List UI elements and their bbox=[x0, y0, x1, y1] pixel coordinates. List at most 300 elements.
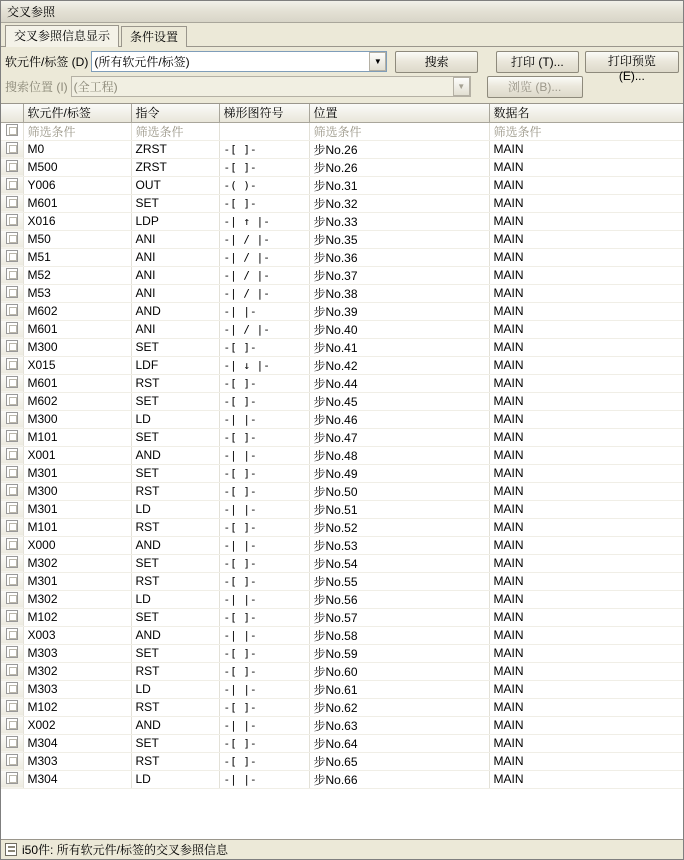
cell-device: M602 bbox=[23, 392, 131, 410]
checkbox-icon[interactable] bbox=[6, 376, 18, 388]
cell-position: 步No.48 bbox=[309, 446, 489, 464]
cell-device: M302 bbox=[23, 590, 131, 608]
cell-data-name: MAIN bbox=[489, 248, 683, 266]
cell-device: X001 bbox=[23, 446, 131, 464]
cell-position: 步No.51 bbox=[309, 500, 489, 518]
cell-device: M601 bbox=[23, 374, 131, 392]
row-select-cell[interactable] bbox=[1, 266, 23, 284]
cell-instruction: ANI bbox=[131, 266, 219, 284]
cell-instruction: SET bbox=[131, 608, 219, 626]
table-row[interactable] bbox=[1, 374, 683, 392]
cell-instruction: LD bbox=[131, 500, 219, 518]
cell-instruction: RST bbox=[131, 572, 219, 590]
cell-instruction: SET bbox=[131, 338, 219, 356]
status-text: i50件: 所有软元件/标签的交叉参照信息 bbox=[22, 843, 229, 857]
cell-data-name: MAIN bbox=[489, 572, 683, 590]
cell-data-name: MAIN bbox=[489, 608, 683, 626]
cell-device: M601 bbox=[23, 320, 131, 338]
table-row[interactable] bbox=[1, 464, 683, 482]
cell-device: M303 bbox=[23, 752, 131, 770]
cell-position: 步No.41 bbox=[309, 338, 489, 356]
cell-device: M500 bbox=[23, 158, 131, 176]
cell-position: 步No.66 bbox=[309, 770, 489, 788]
cell-instruction: AND bbox=[131, 536, 219, 554]
cell-position: 步No.38 bbox=[309, 284, 489, 302]
cell-data-name: MAIN bbox=[489, 266, 683, 284]
cell-data-name: MAIN bbox=[489, 536, 683, 554]
row-select-cell[interactable] bbox=[1, 572, 23, 590]
device-label: 软元件/标签 (D) bbox=[5, 55, 89, 69]
cell-data-name: MAIN bbox=[489, 230, 683, 248]
tab-strip bbox=[1, 23, 683, 47]
window-title: 交叉参照 bbox=[7, 5, 56, 19]
column-header-ladder-symbol[interactable]: 梯形图符号 bbox=[219, 104, 309, 122]
cell-data-name: MAIN bbox=[489, 482, 683, 500]
cell-ladder-symbol: -| / |- bbox=[219, 230, 309, 248]
cell-position: 步No.62 bbox=[309, 698, 489, 716]
cell-ladder-symbol: -[ ]- bbox=[219, 752, 309, 770]
cell-ladder-symbol: -| |- bbox=[219, 446, 309, 464]
checkbox-icon[interactable] bbox=[6, 520, 18, 532]
row-select-cell[interactable] bbox=[1, 356, 23, 374]
filter-position[interactable]: 筛选条件 bbox=[309, 122, 489, 140]
location-combo-wrap[interactable] bbox=[71, 76, 471, 97]
cell-ladder-symbol: -| / |- bbox=[219, 248, 309, 266]
tab-label: 条件设置 bbox=[130, 30, 179, 44]
table-row[interactable] bbox=[1, 446, 683, 464]
cell-instruction: ANI bbox=[131, 230, 219, 248]
cell-position: 步No.33 bbox=[309, 212, 489, 230]
table-row[interactable] bbox=[1, 698, 683, 716]
cell-position: 步No.57 bbox=[309, 608, 489, 626]
checkbox-icon[interactable] bbox=[6, 304, 18, 316]
cell-ladder-symbol: -[ ]- bbox=[219, 392, 309, 410]
cell-ladder-symbol: -| |- bbox=[219, 770, 309, 788]
cell-data-name: MAIN bbox=[489, 590, 683, 608]
location-combo-input[interactable] bbox=[71, 76, 471, 97]
cell-instruction: ANI bbox=[131, 284, 219, 302]
cell-instruction: RST bbox=[131, 482, 219, 500]
checkbox-icon[interactable] bbox=[6, 664, 18, 676]
filter-instruction[interactable]: 筛选条件 bbox=[131, 122, 219, 140]
table-row[interactable] bbox=[1, 284, 683, 302]
table-row[interactable] bbox=[1, 320, 683, 338]
toolbar-row-device bbox=[5, 51, 679, 83]
checkbox-icon[interactable] bbox=[6, 178, 18, 190]
cell-device: M102 bbox=[23, 698, 131, 716]
table-row[interactable] bbox=[1, 158, 683, 176]
row-select-cell[interactable] bbox=[1, 662, 23, 680]
checkbox-icon[interactable] bbox=[6, 610, 18, 622]
cell-position: 步No.45 bbox=[309, 392, 489, 410]
list-icon bbox=[5, 843, 17, 856]
checkbox-icon[interactable] bbox=[6, 754, 18, 766]
cell-ladder-symbol: -[ ]- bbox=[219, 428, 309, 446]
cell-data-name: MAIN bbox=[489, 194, 683, 212]
row-select-cell[interactable] bbox=[1, 302, 23, 320]
cell-ladder-symbol: -| |- bbox=[219, 716, 309, 734]
cell-device: M300 bbox=[23, 482, 131, 500]
cell-position: 步No.64 bbox=[309, 734, 489, 752]
status-bar bbox=[1, 839, 683, 859]
cell-position: 步No.46 bbox=[309, 410, 489, 428]
checkbox-icon[interactable] bbox=[6, 196, 18, 208]
cell-instruction: SET bbox=[131, 194, 219, 212]
browse-button[interactable]: 浏览 (B)... bbox=[487, 76, 583, 98]
column-header-data-name[interactable]: 数据名 bbox=[489, 104, 683, 122]
cell-position: 步No.26 bbox=[309, 158, 489, 176]
checkbox-icon[interactable] bbox=[6, 574, 18, 586]
cell-device: M301 bbox=[23, 464, 131, 482]
table-row[interactable] bbox=[1, 266, 683, 284]
cell-instruction: LDF bbox=[131, 356, 219, 374]
cell-position: 步No.40 bbox=[309, 320, 489, 338]
cell-data-name: MAIN bbox=[489, 338, 683, 356]
table-row[interactable] bbox=[1, 212, 683, 230]
print-preview-button[interactable]: 打印预览 (E)... bbox=[585, 51, 679, 73]
table-row[interactable] bbox=[1, 572, 683, 590]
row-select-cell[interactable] bbox=[1, 248, 23, 266]
table-row[interactable] bbox=[1, 500, 683, 518]
checkbox-icon[interactable] bbox=[6, 772, 18, 784]
cell-device: M601 bbox=[23, 194, 131, 212]
select-all-header[interactable] bbox=[1, 104, 23, 122]
cell-data-name: MAIN bbox=[489, 392, 683, 410]
checkbox-icon[interactable] bbox=[6, 718, 18, 730]
table-row[interactable] bbox=[1, 590, 683, 608]
checkbox-icon[interactable] bbox=[6, 628, 18, 640]
cell-data-name: MAIN bbox=[489, 770, 683, 788]
cell-device: X002 bbox=[23, 716, 131, 734]
cell-ladder-symbol: -| |- bbox=[219, 536, 309, 554]
cell-device: X016 bbox=[23, 212, 131, 230]
cell-instruction: SET bbox=[131, 734, 219, 752]
checkbox-icon[interactable] bbox=[6, 448, 18, 460]
row-select-cell[interactable] bbox=[1, 338, 23, 356]
cell-ladder-symbol: -[ ]- bbox=[219, 194, 309, 212]
row-select-cell[interactable] bbox=[1, 140, 23, 158]
cell-instruction: SET bbox=[131, 644, 219, 662]
cell-ladder-symbol: -[ ]- bbox=[219, 464, 309, 482]
cell-ladder-symbol: -| ↓ |- bbox=[219, 356, 309, 374]
table-row[interactable] bbox=[1, 536, 683, 554]
results-table bbox=[1, 104, 683, 789]
cell-instruction: AND bbox=[131, 716, 219, 734]
cell-position: 步No.37 bbox=[309, 266, 489, 284]
table-row[interactable] bbox=[1, 428, 683, 446]
row-select-cell[interactable] bbox=[1, 716, 23, 734]
cell-ladder-symbol: -[ ]- bbox=[219, 554, 309, 572]
cell-position: 步No.36 bbox=[309, 248, 489, 266]
cell-data-name: MAIN bbox=[489, 464, 683, 482]
cell-ladder-symbol: -[ ]- bbox=[219, 644, 309, 662]
cell-position: 步No.26 bbox=[309, 140, 489, 158]
cell-instruction: SET bbox=[131, 554, 219, 572]
cell-instruction: SET bbox=[131, 428, 219, 446]
cell-device: M102 bbox=[23, 608, 131, 626]
row-select-cell[interactable] bbox=[1, 770, 23, 788]
cell-ladder-symbol: -| / |- bbox=[219, 284, 309, 302]
checkbox-icon[interactable] bbox=[6, 232, 18, 244]
row-select-cell[interactable] bbox=[1, 590, 23, 608]
row-select-cell[interactable] bbox=[1, 680, 23, 698]
row-select-cell[interactable] bbox=[1, 446, 23, 464]
checkbox-icon[interactable] bbox=[6, 736, 18, 748]
cell-data-name: MAIN bbox=[489, 500, 683, 518]
cell-position: 步No.60 bbox=[309, 662, 489, 680]
checkbox-icon[interactable] bbox=[6, 124, 18, 136]
tab-cross-reference-info[interactable] bbox=[5, 25, 119, 47]
row-select-cell[interactable] bbox=[1, 176, 23, 194]
cell-data-name: MAIN bbox=[489, 374, 683, 392]
table-row[interactable] bbox=[1, 734, 683, 752]
checkbox-icon[interactable] bbox=[6, 286, 18, 298]
table-row[interactable] bbox=[1, 770, 683, 788]
cell-position: 步No.56 bbox=[309, 590, 489, 608]
table-row[interactable] bbox=[1, 194, 683, 212]
cell-data-name: MAIN bbox=[489, 302, 683, 320]
cell-ladder-symbol: -[ ]- bbox=[219, 482, 309, 500]
cell-position: 步No.52 bbox=[309, 518, 489, 536]
row-select-cell[interactable] bbox=[1, 626, 23, 644]
cell-device: M304 bbox=[23, 770, 131, 788]
table-row[interactable] bbox=[1, 140, 683, 158]
table-row[interactable] bbox=[1, 518, 683, 536]
cell-data-name: MAIN bbox=[489, 284, 683, 302]
row-select-cell[interactable] bbox=[1, 122, 23, 140]
cell-data-name: MAIN bbox=[489, 644, 683, 662]
cell-instruction: LD bbox=[131, 410, 219, 428]
cell-instruction: AND bbox=[131, 302, 219, 320]
checkbox-icon[interactable] bbox=[6, 502, 18, 514]
checkbox-icon[interactable] bbox=[6, 358, 18, 370]
row-select-cell[interactable] bbox=[1, 158, 23, 176]
cell-data-name: MAIN bbox=[489, 626, 683, 644]
cell-instruction: RST bbox=[131, 518, 219, 536]
tab-condition-settings[interactable] bbox=[121, 26, 187, 47]
cell-ladder-symbol: -| |- bbox=[219, 302, 309, 320]
cell-position: 步No.39 bbox=[309, 302, 489, 320]
row-select-cell[interactable] bbox=[1, 428, 23, 446]
cell-ladder-symbol: -| |- bbox=[219, 410, 309, 428]
row-select-cell[interactable] bbox=[1, 554, 23, 572]
cell-instruction: RST bbox=[131, 662, 219, 680]
checkbox-icon[interactable] bbox=[6, 322, 18, 334]
cell-data-name: MAIN bbox=[489, 752, 683, 770]
checkbox-icon[interactable] bbox=[6, 556, 18, 568]
cell-instruction: RST bbox=[131, 752, 219, 770]
cell-position: 步No.53 bbox=[309, 536, 489, 554]
cell-device: M302 bbox=[23, 554, 131, 572]
toolbar-row-location bbox=[5, 76, 679, 97]
checkbox-icon[interactable] bbox=[6, 466, 18, 478]
checkbox-icon[interactable] bbox=[6, 340, 18, 352]
row-select-cell[interactable] bbox=[1, 608, 23, 626]
row-select-cell[interactable] bbox=[1, 644, 23, 662]
cell-device: M303 bbox=[23, 644, 131, 662]
table-row[interactable] bbox=[1, 176, 683, 194]
cell-instruction: ANI bbox=[131, 248, 219, 266]
table-row[interactable] bbox=[1, 716, 683, 734]
cell-instruction: LD bbox=[131, 590, 219, 608]
cell-ladder-symbol: -[ ]- bbox=[219, 374, 309, 392]
cell-instruction: AND bbox=[131, 626, 219, 644]
cell-ladder-symbol: -| |- bbox=[219, 626, 309, 644]
cell-ladder-symbol: -| |- bbox=[219, 590, 309, 608]
table-header-row bbox=[1, 104, 683, 122]
cell-data-name: MAIN bbox=[489, 680, 683, 698]
checkbox-icon[interactable] bbox=[6, 538, 18, 550]
cell-position: 步No.35 bbox=[309, 230, 489, 248]
checkbox-icon[interactable] bbox=[6, 214, 18, 226]
table-body bbox=[1, 122, 683, 788]
row-select-cell[interactable] bbox=[1, 698, 23, 716]
cell-device: X003 bbox=[23, 626, 131, 644]
filter-row[interactable] bbox=[1, 122, 683, 140]
table-row[interactable] bbox=[1, 482, 683, 500]
cell-data-name: MAIN bbox=[489, 518, 683, 536]
cell-device: M53 bbox=[23, 284, 131, 302]
checkbox-icon[interactable] bbox=[6, 160, 18, 172]
row-select-cell[interactable] bbox=[1, 194, 23, 212]
cell-position: 步No.44 bbox=[309, 374, 489, 392]
cell-ladder-symbol: -[ ]- bbox=[219, 734, 309, 752]
title-bar bbox=[1, 1, 683, 23]
cell-data-name: MAIN bbox=[489, 176, 683, 194]
table-row[interactable] bbox=[1, 410, 683, 428]
checkbox-icon[interactable] bbox=[6, 142, 18, 154]
cell-position: 步No.47 bbox=[309, 428, 489, 446]
row-select-cell[interactable] bbox=[1, 230, 23, 248]
table-row[interactable] bbox=[1, 608, 683, 626]
cell-device: M300 bbox=[23, 410, 131, 428]
cell-device: M101 bbox=[23, 428, 131, 446]
table-row[interactable] bbox=[1, 554, 683, 572]
cell-ladder-symbol: -[ ]- bbox=[219, 518, 309, 536]
filter-data-name[interactable]: 筛选条件 bbox=[489, 122, 683, 140]
row-select-cell[interactable] bbox=[1, 500, 23, 518]
table-row[interactable] bbox=[1, 752, 683, 770]
table-row[interactable] bbox=[1, 356, 683, 374]
checkbox-icon[interactable] bbox=[6, 646, 18, 658]
row-select-cell[interactable] bbox=[1, 518, 23, 536]
checkbox-icon[interactable] bbox=[6, 484, 18, 496]
row-select-cell[interactable] bbox=[1, 284, 23, 302]
cell-ladder-symbol: -[ ]- bbox=[219, 608, 309, 626]
cell-position: 步No.61 bbox=[309, 680, 489, 698]
tab-label: 交叉参照信息显示 bbox=[14, 29, 111, 43]
cell-instruction: LD bbox=[131, 770, 219, 788]
cell-data-name: MAIN bbox=[489, 356, 683, 374]
cell-position: 步No.63 bbox=[309, 716, 489, 734]
cell-instruction: SET bbox=[131, 464, 219, 482]
filter-ladder-symbol[interactable] bbox=[219, 122, 309, 140]
cell-position: 步No.31 bbox=[309, 176, 489, 194]
cell-instruction: SET bbox=[131, 392, 219, 410]
column-header-position[interactable]: 位置 bbox=[309, 104, 489, 122]
cell-data-name: MAIN bbox=[489, 446, 683, 464]
device-combo-input[interactable] bbox=[91, 51, 387, 72]
table-row[interactable] bbox=[1, 338, 683, 356]
cell-device: M101 bbox=[23, 518, 131, 536]
table-row[interactable] bbox=[1, 680, 683, 698]
column-header-instruction[interactable]: 指令 bbox=[131, 104, 219, 122]
cell-instruction: ANI bbox=[131, 320, 219, 338]
cell-ladder-symbol: -[ ]- bbox=[219, 572, 309, 590]
cell-instruction: RST bbox=[131, 374, 219, 392]
cell-device: M602 bbox=[23, 302, 131, 320]
row-select-cell[interactable] bbox=[1, 374, 23, 392]
table-row[interactable] bbox=[1, 248, 683, 266]
table-row[interactable] bbox=[1, 644, 683, 662]
checkbox-icon[interactable] bbox=[6, 682, 18, 694]
cell-instruction: RST bbox=[131, 698, 219, 716]
row-select-cell[interactable] bbox=[1, 392, 23, 410]
cell-device: M301 bbox=[23, 500, 131, 518]
row-select-cell[interactable] bbox=[1, 752, 23, 770]
cell-data-name: MAIN bbox=[489, 320, 683, 338]
table-row[interactable] bbox=[1, 392, 683, 410]
print-button[interactable]: 打印 (T)... bbox=[496, 51, 579, 73]
cell-data-name: MAIN bbox=[489, 140, 683, 158]
cell-device: Y006 bbox=[23, 176, 131, 194]
table-row[interactable] bbox=[1, 662, 683, 680]
checkbox-icon[interactable] bbox=[6, 430, 18, 442]
chevron-down-icon: ▼ bbox=[453, 77, 470, 96]
cell-data-name: MAIN bbox=[489, 428, 683, 446]
cell-instruction: LDP bbox=[131, 212, 219, 230]
cell-device: M300 bbox=[23, 338, 131, 356]
row-select-cell[interactable] bbox=[1, 410, 23, 428]
cell-device: M50 bbox=[23, 230, 131, 248]
cell-data-name: MAIN bbox=[489, 698, 683, 716]
cell-device: M51 bbox=[23, 248, 131, 266]
checkbox-icon[interactable] bbox=[6, 700, 18, 712]
checkbox-icon[interactable] bbox=[6, 412, 18, 424]
checkbox-icon[interactable] bbox=[6, 268, 18, 280]
checkbox-icon[interactable] bbox=[6, 592, 18, 604]
checkbox-icon[interactable] bbox=[6, 394, 18, 406]
cell-device: M304 bbox=[23, 734, 131, 752]
cell-position: 步No.65 bbox=[309, 752, 489, 770]
row-select-cell[interactable] bbox=[1, 482, 23, 500]
table-row[interactable] bbox=[1, 626, 683, 644]
checkbox-icon[interactable] bbox=[6, 250, 18, 262]
row-select-cell[interactable] bbox=[1, 536, 23, 554]
cell-ladder-symbol: -| |- bbox=[219, 500, 309, 518]
column-header-device[interactable]: 软元件/标签 bbox=[23, 104, 131, 122]
cell-ladder-symbol: -| |- bbox=[219, 680, 309, 698]
cell-data-name: MAIN bbox=[489, 662, 683, 680]
row-select-cell[interactable] bbox=[1, 212, 23, 230]
cell-data-name: MAIN bbox=[489, 410, 683, 428]
search-button[interactable]: 搜索 bbox=[395, 51, 478, 73]
table-row[interactable] bbox=[1, 302, 683, 320]
filter-device[interactable]: 筛选条件 bbox=[23, 122, 131, 140]
cell-instruction: AND bbox=[131, 446, 219, 464]
cell-data-name: MAIN bbox=[489, 158, 683, 176]
row-select-cell[interactable] bbox=[1, 734, 23, 752]
device-combo-wrap[interactable] bbox=[91, 51, 387, 72]
cell-instruction: LD bbox=[131, 680, 219, 698]
cell-ladder-symbol: -[ ]- bbox=[219, 338, 309, 356]
row-select-cell[interactable] bbox=[1, 464, 23, 482]
cross-reference-grid[interactable] bbox=[1, 103, 683, 839]
cell-position: 步No.58 bbox=[309, 626, 489, 644]
cell-ladder-symbol: -| / |- bbox=[219, 320, 309, 338]
row-select-cell[interactable] bbox=[1, 320, 23, 338]
table-row[interactable] bbox=[1, 230, 683, 248]
